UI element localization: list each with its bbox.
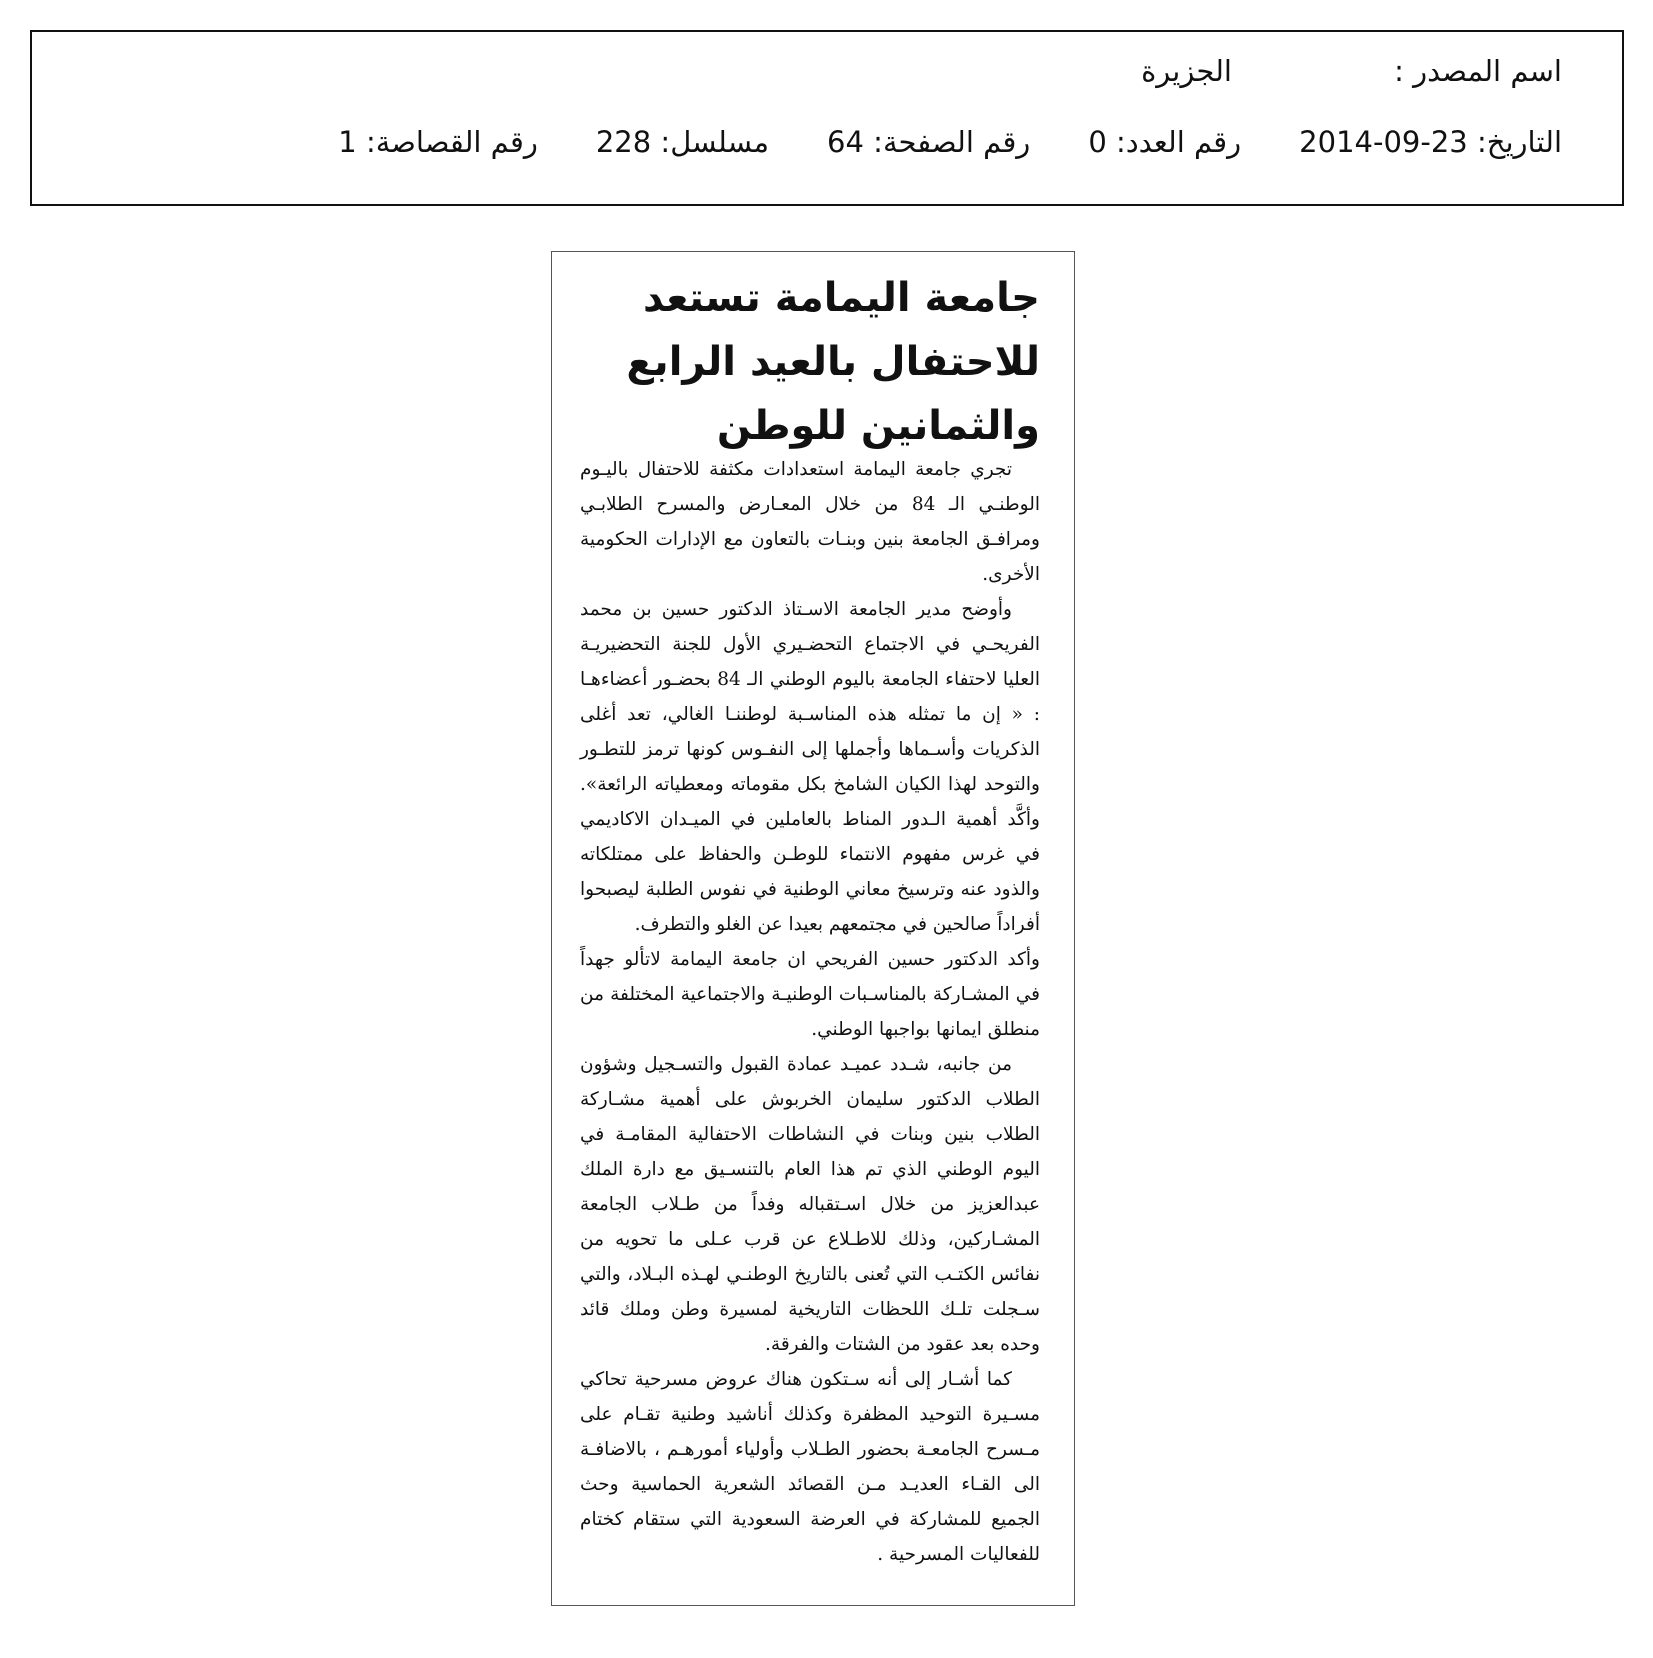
source-label: اسم المصدر : [1394, 54, 1562, 88]
source-row [92, 54, 1562, 88]
date-field: التاريخ: 23-09-2014 [1299, 125, 1562, 159]
page-number-field: رقم الصفحة: 64 [827, 125, 1031, 159]
serial-field: مسلسل: 228 [595, 125, 770, 159]
headline-line: جامعة اليمامة تستعد [643, 275, 1040, 321]
source-info-box [30, 30, 1624, 206]
headline-line: للاحتفال بالعيد الرابع [626, 339, 1040, 385]
issue-number-field: رقم العدد: 0 [1088, 125, 1242, 159]
article-paragraph: وأكد الدكتور حسين الفريحي ان جامعة اليمامة لاتألو جهداً في المشـاركة بالمناسـبات الوطنيـة والاجتماعية المختلفة من منطلق ايمانها بواجبها الوطني. [580, 949, 1040, 1040]
clip-number-field: رقم القصاصة: 1 [338, 125, 538, 159]
article-paragraph: من جانبه، شـدد عميـد عمادة القبول والتسـجيل وشؤون الطلاب الدكتور سليمان الخربوش على أهمية مشـاركة الطلاب بنين وبنات في النشاطات الاحتفالية المقامـة في اليوم الوطني الذي تم هذا العام بالتنسـيق مع دارة الملك عبدالعزيز من خلال اسـتقباله وفداً من طـلاب الجامعة المشـاركين، وذلك للاطـلاع عن قرب عـلى ما تحويه من نفائس الكتـب التي تُعنى بالتاريخ الوطنـي لهـذه البـلاد، والتي سـجلت تلـك اللحظات التاريخية لمسيرة وطن وملك قائد وحده بعد عقود من الشتات والفرقة. [580, 1054, 1040, 1355]
source-value: الجزيرة [1141, 54, 1232, 88]
headline-line: والثمانين للوطن [716, 403, 1040, 449]
article-headline [580, 266, 1040, 458]
article-paragraph: تجري جامعة اليمامة استعدادات مكثفة للاحتفال باليـوم الوطنـي الـ 84 من خلال المعـارض والمسرح الطلابـي ومرافـق الجامعة بنين وبنـات بالتعاون مع الإدارات الحكومية الأخرى. [580, 459, 1040, 585]
metadata-row [92, 125, 1562, 159]
article-paragraph: كما أشـار إلى أنه سـتكون هناك عروض مسرحية تحاكي مسـيرة التوحيد المظفرة وكذلك أناشيد وطنية تقـام على مـسرح الجامعـة بحضور الطـلاب وأولياء أمورهـم ، بالاضافـة الى القـاء العديـد مـن القصائد الشعرية الحماسية وحث الجميع للمشاركة في العرضة السعودية التي ستقام كختام للفعاليات المسرحية . [580, 1369, 1040, 1565]
newspaper-clipping [551, 251, 1075, 1606]
article-paragraph: وأوضح مدير الجامعة الاسـتاذ الدكتور حسين بن محمد الفريحـي في الاجتماع التحضـيري الأول للجنة التحضيريـة العليا لاحتفاء الجامعة باليوم الوطني الـ 84 بحضـور أعضاءهـا : « إن ما تمثله هذه المناسـبة لوطننـا الغالي، تعد أغلى الذكريات وأسـماها وأجملها إلى النفـوس كونها ترمز للتطـور والتوحد لهذا الكيان الشامخ بكل مقوماته ومعطياته الرائعة». وأكَّد أهمية الـدور المناط بالعاملين في الميـدان الاكاديمي في غرس مفهوم الانتماء للوطـن والحفاظ على ممتلكاته والذود عنه وترسيخ معاني الوطنية في نفوس الطلبة ليصبحوا أفراداً صالحين في مجتمعهم بعيدا عن الغلو والتطرف. [580, 599, 1040, 935]
article-body [580, 452, 1040, 1572]
